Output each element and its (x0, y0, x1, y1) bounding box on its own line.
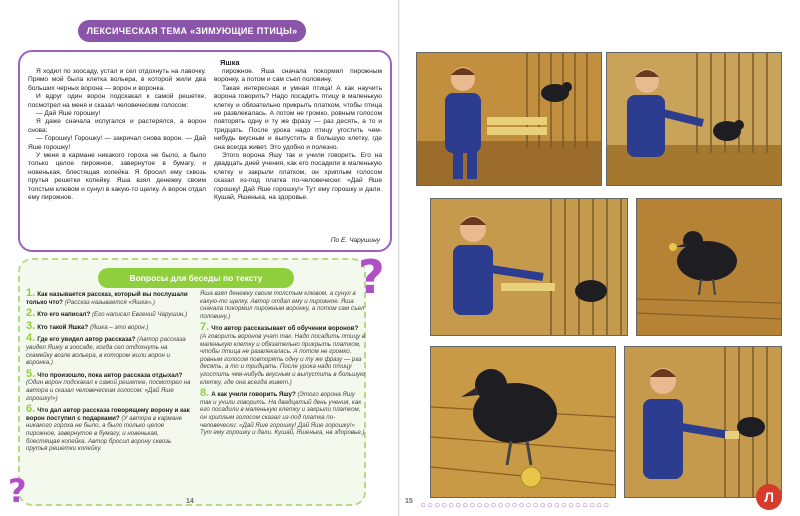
illustration-panel (636, 198, 782, 336)
question-item: 7. Что автор рассказывает об обучении воронов? (А говорить воронов учат так. Надо посадить птицу в маленькую клетку и обязательно прикрыть платком, чтобы птица не развлекалась. А потом не громко, ровным голосом повторять одну и ту же фразу — раз десять, а то и тридцать. После урока надо птицу угостить чем-нибудь вкусным и выпустить в большую клетку, где она всегда живет.) (200, 321, 366, 386)
man-feeding-crow-illustration (431, 199, 627, 335)
story-paragraph: — Горошку! Горошку! — закричал снова ворон. — Дай Яше горошку! (28, 135, 206, 151)
illustration-panel (430, 198, 628, 336)
story-title: Яшка (220, 58, 240, 67)
crow-with-coin-illustration (637, 199, 781, 335)
page-number: 14 (186, 498, 194, 505)
man-giving-treat-illustration (625, 347, 781, 497)
question-item: 3. Кто такой Яшка? (Яшка – это ворон.) (26, 319, 149, 332)
man-on-bench-illustration (417, 53, 601, 185)
story-column-1 (28, 68, 206, 203)
story-box (18, 50, 392, 252)
questions-column-1 (26, 287, 194, 457)
question-mark-icon: ? (358, 250, 385, 304)
question-item: 4. Где его увидел автор рассказа? (Автор рассказа увидел Яшку в зоосаде, когда сел отдохнуть на скамейку возле вольера, в котором жили ворон и воронка.) (26, 332, 186, 367)
story-paragraph: — Дай Яше горошку! (36, 110, 101, 118)
question-item: 5. Что произошло, пока автор рассказа отдыхал? (Один ворон подскакал к самой решетке, посмотрел на автора и сказал человеческим голосом: «Дай Яше горошку!») (26, 367, 191, 402)
question-item: Яша взял денежку своим толстым клювом, а сунул в какую-то щелку. Автор отдал ему и пирожное. Яша сначала покормил пирожным воронку, а потом сам съел половину.) (200, 290, 365, 320)
page-number: 15 (405, 498, 413, 505)
questions-banner: Вопросы для беседы по тексту (98, 268, 294, 288)
topic-banner: ЛЕКСИЧЕСКАЯ ТЕМА «ЗИМУЮЩИЕ ПТИЦЫ» (78, 20, 306, 42)
publisher-logo: Л (756, 484, 782, 510)
story-paragraph: Я даже сначала испугался и растерялся, а ворон снова: (28, 118, 206, 134)
story-paragraph: Этого ворона Яшу так и учили говорить. Его на двадцать дней учения, как его посадили в маленькую клетку и закрыли платком, он хриплым голосом сказал из-под платка по-человечески: «Дай Яше горошку! Дай Яше горошку!» Тут ему горошку и дали. Кушай, Яшенька, на здоровье. (214, 152, 382, 202)
story-author: По Е. Чарушину (330, 237, 380, 244)
story-paragraph: И вдруг один ворон подскакал к самой решетке, посмотрел на меня и сказал человеческим голосом: (28, 93, 206, 109)
illustration-panel (430, 346, 616, 498)
questions-column-2 (200, 290, 366, 441)
story-column-2 (214, 68, 382, 203)
illustration-panel (624, 346, 782, 498)
story-paragraph: Такая интересная и умная птица! А как научить ворона говорить? Надо посадить птицу в маленькую клетку и обязательно прикрыть платком, чтобы птица не развлекалась. А потом не громко, ровным голосом повторять одну и ту же фразу — раз десять, а то и тридцать. После урока надо птицу угостить чем-нибудь вкусным и выпустить в большую клетку, где она всегда живет. Это удобно и полезно. (214, 84, 382, 151)
man-reaching-illustration (607, 53, 781, 185)
question-item: 2. Кто его написал? (Его написал Евгений Чарушин.) (26, 307, 188, 320)
crow-hiding-coin-illustration (431, 347, 615, 497)
illustration-panel (606, 52, 782, 186)
question-item: 1. Как называется рассказ, который вы послушали только что? (Рассказ называется «Яшка».) (26, 287, 188, 306)
question-item: 8. А как учили говорить Яшу? (Этого ворона Яшу так и учили говорить. На двадцатый день учения, как его посадили в маленькую клетку и закрыли платком, он хриплым голосом сказал из-под платка по-человечески: «Дай Яше горошку! Дай Яше горошку!» Тут ему горошку и дали. Кушай, Яшенька, на здоровье.) (200, 387, 365, 437)
decorative-dots: ○○○○○○○○○○○○○○○○○○○○○○○○○○○ (420, 500, 611, 511)
question-item: 6. Что дал автор рассказа говорящему ворону и как ворон поступил с подарками? (У автора в кармане никакого гороха не было, а было только целое пирожное, завернутое в бумагу, и новенькая, блестящая копейка. Автор бросил ворону сквозь прутья решетки копейку. (26, 403, 190, 453)
story-paragraph: Я ходил по зоосаду, устал и сел отдохнуть на лавочку. Прямо мой была клетка вольера, в которой жили два больших черных ворона — ворон и воронка. (28, 68, 206, 92)
question-mark-icon: ? (8, 472, 27, 510)
illustration-panel (416, 52, 602, 186)
story-paragraph: пирожное. Яша сначала покормил пирожным воронку, а потом и сам съел половину. (214, 68, 382, 84)
story-paragraph: У меня в кармане никакого гороха не было, а было только целое пирожное, завернутое в бумагу, и новенькая, блестящая копейка. Я бросил ему сквозь прутья решетки копейку. Яша взял денежку своим толстым клювом и сунул в какую-то щелку. А ворон отдал ему пирожное. (28, 152, 206, 202)
